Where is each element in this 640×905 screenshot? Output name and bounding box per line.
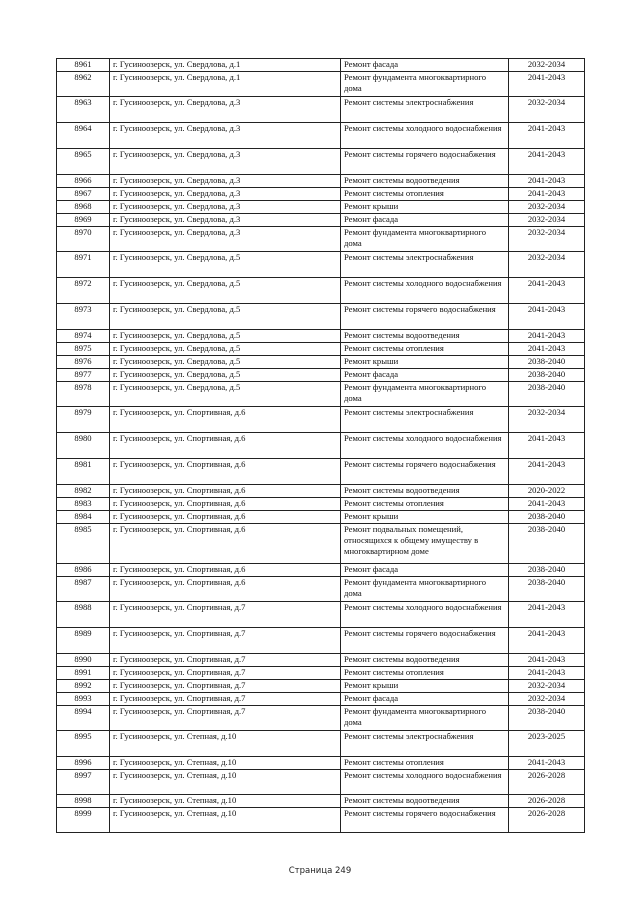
table-row xyxy=(57,757,585,770)
row-work-type: Ремонт системы электроснабжения xyxy=(341,97,509,123)
row-number: 8994 xyxy=(57,706,110,731)
row-work-type: Ремонт фундамента многоквартирного дома xyxy=(341,227,509,252)
table-row xyxy=(57,667,585,680)
row-period: 2041-2043 xyxy=(509,123,585,149)
table-row xyxy=(57,564,585,577)
row-period: 2023-2025 xyxy=(509,731,585,757)
page-number: Страница 249 xyxy=(288,866,352,876)
row-number: 8968 xyxy=(57,201,110,214)
row-work-type: Ремонт системы водоотведения xyxy=(341,485,509,498)
row-number: 8997 xyxy=(57,770,110,795)
table-row xyxy=(57,577,585,602)
table-row xyxy=(57,356,585,369)
row-address: г. Гусиноозерск, ул. Спортивная, д.6 xyxy=(110,577,341,602)
row-number: 8982 xyxy=(57,485,110,498)
row-address: г. Гусиноозерск, ул. Спортивная, д.7 xyxy=(110,628,341,654)
row-address: г. Гусиноозерск, ул. Спортивная, д.6 xyxy=(110,498,341,511)
row-number: 8990 xyxy=(57,654,110,667)
row-number: 8973 xyxy=(57,304,110,330)
row-period: 2041-2043 xyxy=(509,304,585,330)
row-period: 2026-2028 xyxy=(509,808,585,833)
row-address: г. Гусиноозерск, ул. Спортивная, д.6 xyxy=(110,564,341,577)
row-address: г. Гусиноозерск, ул. Степная, д.10 xyxy=(110,795,341,808)
table-row xyxy=(57,498,585,511)
row-period: 2032-2034 xyxy=(509,214,585,227)
row-period: 2041-2043 xyxy=(509,72,585,97)
row-address: г. Гусиноозерск, ул. Свердлова, д.1 xyxy=(110,59,341,72)
row-work-type: Ремонт системы горячего водоснабжения xyxy=(341,459,509,485)
row-number: 8963 xyxy=(57,97,110,123)
row-period: 2041-2043 xyxy=(509,278,585,304)
table-row xyxy=(57,485,585,498)
row-work-type: Ремонт фасада xyxy=(341,564,509,577)
row-work-type: Ремонт фасада xyxy=(341,214,509,227)
row-number: 8964 xyxy=(57,123,110,149)
table-row xyxy=(57,511,585,524)
row-work-type: Ремонт крыши xyxy=(341,680,509,693)
row-number: 8998 xyxy=(57,795,110,808)
row-number: 8977 xyxy=(57,369,110,382)
row-period: 2041-2043 xyxy=(509,343,585,356)
table-row xyxy=(57,278,585,304)
row-address: г. Гусиноозерск, ул. Спортивная, д.6 xyxy=(110,433,341,459)
row-address: г. Гусиноозерск, ул. Спортивная, д.6 xyxy=(110,459,341,485)
row-address: г. Гусиноозерск, ул. Спортивная, д.6 xyxy=(110,485,341,498)
table-row xyxy=(57,304,585,330)
table-row xyxy=(57,706,585,731)
row-address: г. Гусиноозерск, ул. Свердлова, д.5 xyxy=(110,252,341,278)
row-work-type: Ремонт подвальных помещений, относящихся к общему имуществу в многоквартирном доме xyxy=(341,524,509,564)
row-work-type: Ремонт крыши xyxy=(341,201,509,214)
row-number: 8984 xyxy=(57,511,110,524)
row-address: г. Гусиноозерск, ул. Свердлова, д.3 xyxy=(110,201,341,214)
row-period: 2020-2022 xyxy=(509,485,585,498)
table-row xyxy=(57,654,585,667)
row-number: 8967 xyxy=(57,188,110,201)
row-work-type: Ремонт системы отопления xyxy=(341,757,509,770)
table-row xyxy=(57,524,585,564)
row-number: 8995 xyxy=(57,731,110,757)
row-address: г. Гусиноозерск, ул. Свердлова, д.5 xyxy=(110,304,341,330)
row-address: г. Гусиноозерск, ул. Свердлова, д.5 xyxy=(110,369,341,382)
row-address: г. Гусиноозерск, ул. Свердлова, д.5 xyxy=(110,382,341,407)
row-work-type: Ремонт системы горячего водоснабжения xyxy=(341,304,509,330)
row-period: 2041-2043 xyxy=(509,175,585,188)
row-period: 2032-2034 xyxy=(509,97,585,123)
row-address: г. Гусиноозерск, ул. Свердлова, д.3 xyxy=(110,175,341,188)
row-period: 2026-2028 xyxy=(509,795,585,808)
row-period: 2041-2043 xyxy=(509,757,585,770)
row-work-type: Ремонт системы холодного водоснабжения xyxy=(341,770,509,795)
row-number: 8974 xyxy=(57,330,110,343)
table-row xyxy=(57,214,585,227)
row-number: 8991 xyxy=(57,667,110,680)
row-work-type: Ремонт системы горячего водоснабжения xyxy=(341,808,509,833)
table-row xyxy=(57,628,585,654)
row-period: 2041-2043 xyxy=(509,188,585,201)
row-period: 2032-2034 xyxy=(509,201,585,214)
row-number: 8979 xyxy=(57,407,110,433)
row-work-type: Ремонт системы электроснабжения xyxy=(341,252,509,278)
row-work-type: Ремонт системы отопления xyxy=(341,343,509,356)
row-period: 2038-2040 xyxy=(509,524,585,564)
row-number: 8988 xyxy=(57,602,110,628)
row-period: 2041-2043 xyxy=(509,330,585,343)
row-period: 2038-2040 xyxy=(509,369,585,382)
table-row xyxy=(57,175,585,188)
row-address: г. Гусиноозерск, ул. Спортивная, д.6 xyxy=(110,524,341,564)
row-work-type: Ремонт фасада xyxy=(341,693,509,706)
row-work-type: Ремонт фундамента многоквартирного дома xyxy=(341,577,509,602)
row-period: 2041-2043 xyxy=(509,602,585,628)
row-number: 8985 xyxy=(57,524,110,564)
table-row xyxy=(57,770,585,795)
row-work-type: Ремонт системы водоотведения xyxy=(341,795,509,808)
row-work-type: Ремонт системы горячего водоснабжения xyxy=(341,628,509,654)
row-number: 8989 xyxy=(57,628,110,654)
row-address: г. Гусиноозерск, ул. Спортивная, д.7 xyxy=(110,706,341,731)
table-row xyxy=(57,252,585,278)
row-work-type: Ремонт крыши xyxy=(341,356,509,369)
row-work-type: Ремонт системы водоотведения xyxy=(341,654,509,667)
row-period: 2038-2040 xyxy=(509,706,585,731)
row-period: 2038-2040 xyxy=(509,382,585,407)
row-address: г. Гусиноозерск, ул. Спортивная, д.6 xyxy=(110,407,341,433)
table-row xyxy=(57,72,585,97)
row-work-type: Ремонт системы отопления xyxy=(341,667,509,680)
row-work-type: Ремонт системы электроснабжения xyxy=(341,731,509,757)
row-address: г. Гусиноозерск, ул. Спортивная, д.7 xyxy=(110,654,341,667)
row-period: 2041-2043 xyxy=(509,628,585,654)
row-work-type: Ремонт системы водоотведения xyxy=(341,175,509,188)
row-number: 8962 xyxy=(57,72,110,97)
row-address: г. Гусиноозерск, ул. Спортивная, д.7 xyxy=(110,693,341,706)
row-address: г. Гусиноозерск, ул. Спортивная, д.7 xyxy=(110,602,341,628)
row-period: 2032-2034 xyxy=(509,59,585,72)
row-work-type: Ремонт системы горячего водоснабжения xyxy=(341,149,509,175)
row-address: г. Гусиноозерск, ул. Степная, д.10 xyxy=(110,808,341,833)
row-work-type: Ремонт крыши xyxy=(341,511,509,524)
row-number: 8970 xyxy=(57,227,110,252)
row-number: 8976 xyxy=(57,356,110,369)
table-row xyxy=(57,149,585,175)
row-address: г. Гусиноозерск, ул. Свердлова, д.3 xyxy=(110,97,341,123)
row-number: 8986 xyxy=(57,564,110,577)
table-row xyxy=(57,97,585,123)
row-address: г. Гусиноозерск, ул. Свердлова, д.3 xyxy=(110,123,341,149)
table-row xyxy=(57,343,585,356)
row-number: 8983 xyxy=(57,498,110,511)
row-period: 2032-2034 xyxy=(509,680,585,693)
capital-repair-table xyxy=(56,58,585,833)
row-number: 8975 xyxy=(57,343,110,356)
row-address: г. Гусиноозерск, ул. Спортивная, д.6 xyxy=(110,511,341,524)
row-address: г. Гусиноозерск, ул. Свердлова, д.5 xyxy=(110,330,341,343)
row-address: г. Гусиноозерск, ул. Свердлова, д.5 xyxy=(110,278,341,304)
row-work-type: Ремонт фасада xyxy=(341,59,509,72)
row-address: г. Гусиноозерск, ул. Степная, д.10 xyxy=(110,757,341,770)
row-work-type: Ремонт фасада xyxy=(341,369,509,382)
table-row xyxy=(57,330,585,343)
row-period: 2032-2034 xyxy=(509,227,585,252)
table-row xyxy=(57,201,585,214)
row-address: г. Гусиноозерск, ул. Свердлова, д.3 xyxy=(110,227,341,252)
table-row xyxy=(57,680,585,693)
row-period: 2041-2043 xyxy=(509,459,585,485)
row-number: 8978 xyxy=(57,382,110,407)
row-work-type: Ремонт системы холодного водоснабжения xyxy=(341,123,509,149)
row-address: г. Гусиноозерск, ул. Свердлова, д.5 xyxy=(110,343,341,356)
row-address: г. Гусиноозерск, ул. Свердлова, д.3 xyxy=(110,149,341,175)
row-period: 2041-2043 xyxy=(509,498,585,511)
row-period: 2038-2040 xyxy=(509,511,585,524)
row-work-type: Ремонт системы холодного водоснабжения xyxy=(341,602,509,628)
table-row xyxy=(57,227,585,252)
row-work-type: Ремонт фундамента многоквартирного дома xyxy=(341,706,509,731)
row-work-type: Ремонт системы холодного водоснабжения xyxy=(341,433,509,459)
table-row xyxy=(57,731,585,757)
row-work-type: Ремонт системы электроснабжения xyxy=(341,407,509,433)
row-period: 2041-2043 xyxy=(509,149,585,175)
row-work-type: Ремонт системы холодного водоснабжения xyxy=(341,278,509,304)
row-number: 8972 xyxy=(57,278,110,304)
table-row xyxy=(57,795,585,808)
row-number: 8961 xyxy=(57,59,110,72)
table-row xyxy=(57,188,585,201)
row-period: 2041-2043 xyxy=(509,654,585,667)
row-work-type: Ремонт фундамента многоквартирного дома xyxy=(341,72,509,97)
row-number: 8981 xyxy=(57,459,110,485)
row-period: 2038-2040 xyxy=(509,356,585,369)
row-number: 8992 xyxy=(57,680,110,693)
row-address: г. Гусиноозерск, ул. Свердлова, д.1 xyxy=(110,72,341,97)
table-row xyxy=(57,123,585,149)
row-period: 2038-2040 xyxy=(509,564,585,577)
row-number: 8996 xyxy=(57,757,110,770)
row-address: г. Гусиноозерск, ул. Степная, д.10 xyxy=(110,731,341,757)
table-row xyxy=(57,459,585,485)
table-row xyxy=(57,59,585,72)
row-number: 8969 xyxy=(57,214,110,227)
row-number: 8965 xyxy=(57,149,110,175)
row-work-type: Ремонт системы водоотведения xyxy=(341,330,509,343)
table-row xyxy=(57,407,585,433)
row-work-type: Ремонт фундамента многоквартирного дома xyxy=(341,382,509,407)
table-row xyxy=(57,808,585,833)
row-period: 2041-2043 xyxy=(509,433,585,459)
row-address: г. Гусиноозерск, ул. Свердлова, д.5 xyxy=(110,356,341,369)
row-number: 8971 xyxy=(57,252,110,278)
table-row xyxy=(57,693,585,706)
table-row xyxy=(57,433,585,459)
table-row xyxy=(57,602,585,628)
table-row xyxy=(57,369,585,382)
table-body xyxy=(57,59,585,833)
row-number: 8993 xyxy=(57,693,110,706)
row-address: г. Гусиноозерск, ул. Спортивная, д.7 xyxy=(110,680,341,693)
row-period: 2032-2034 xyxy=(509,407,585,433)
row-period: 2026-2028 xyxy=(509,770,585,795)
row-number: 8987 xyxy=(57,577,110,602)
row-work-type: Ремонт системы отопления xyxy=(341,498,509,511)
row-address: г. Гусиноозерск, ул. Свердлова, д.3 xyxy=(110,188,341,201)
row-address: г. Гусиноозерск, ул. Степная, д.10 xyxy=(110,770,341,795)
row-work-type: Ремонт системы отопления xyxy=(341,188,509,201)
row-number: 8966 xyxy=(57,175,110,188)
row-period: 2041-2043 xyxy=(509,667,585,680)
row-period: 2038-2040 xyxy=(509,577,585,602)
row-number: 8980 xyxy=(57,433,110,459)
row-period: 2032-2034 xyxy=(509,693,585,706)
row-period: 2032-2034 xyxy=(509,252,585,278)
row-number: 8999 xyxy=(57,808,110,833)
row-address: г. Гусиноозерск, ул. Свердлова, д.3 xyxy=(110,214,341,227)
table-row xyxy=(57,382,585,407)
row-address: г. Гусиноозерск, ул. Спортивная, д.7 xyxy=(110,667,341,680)
